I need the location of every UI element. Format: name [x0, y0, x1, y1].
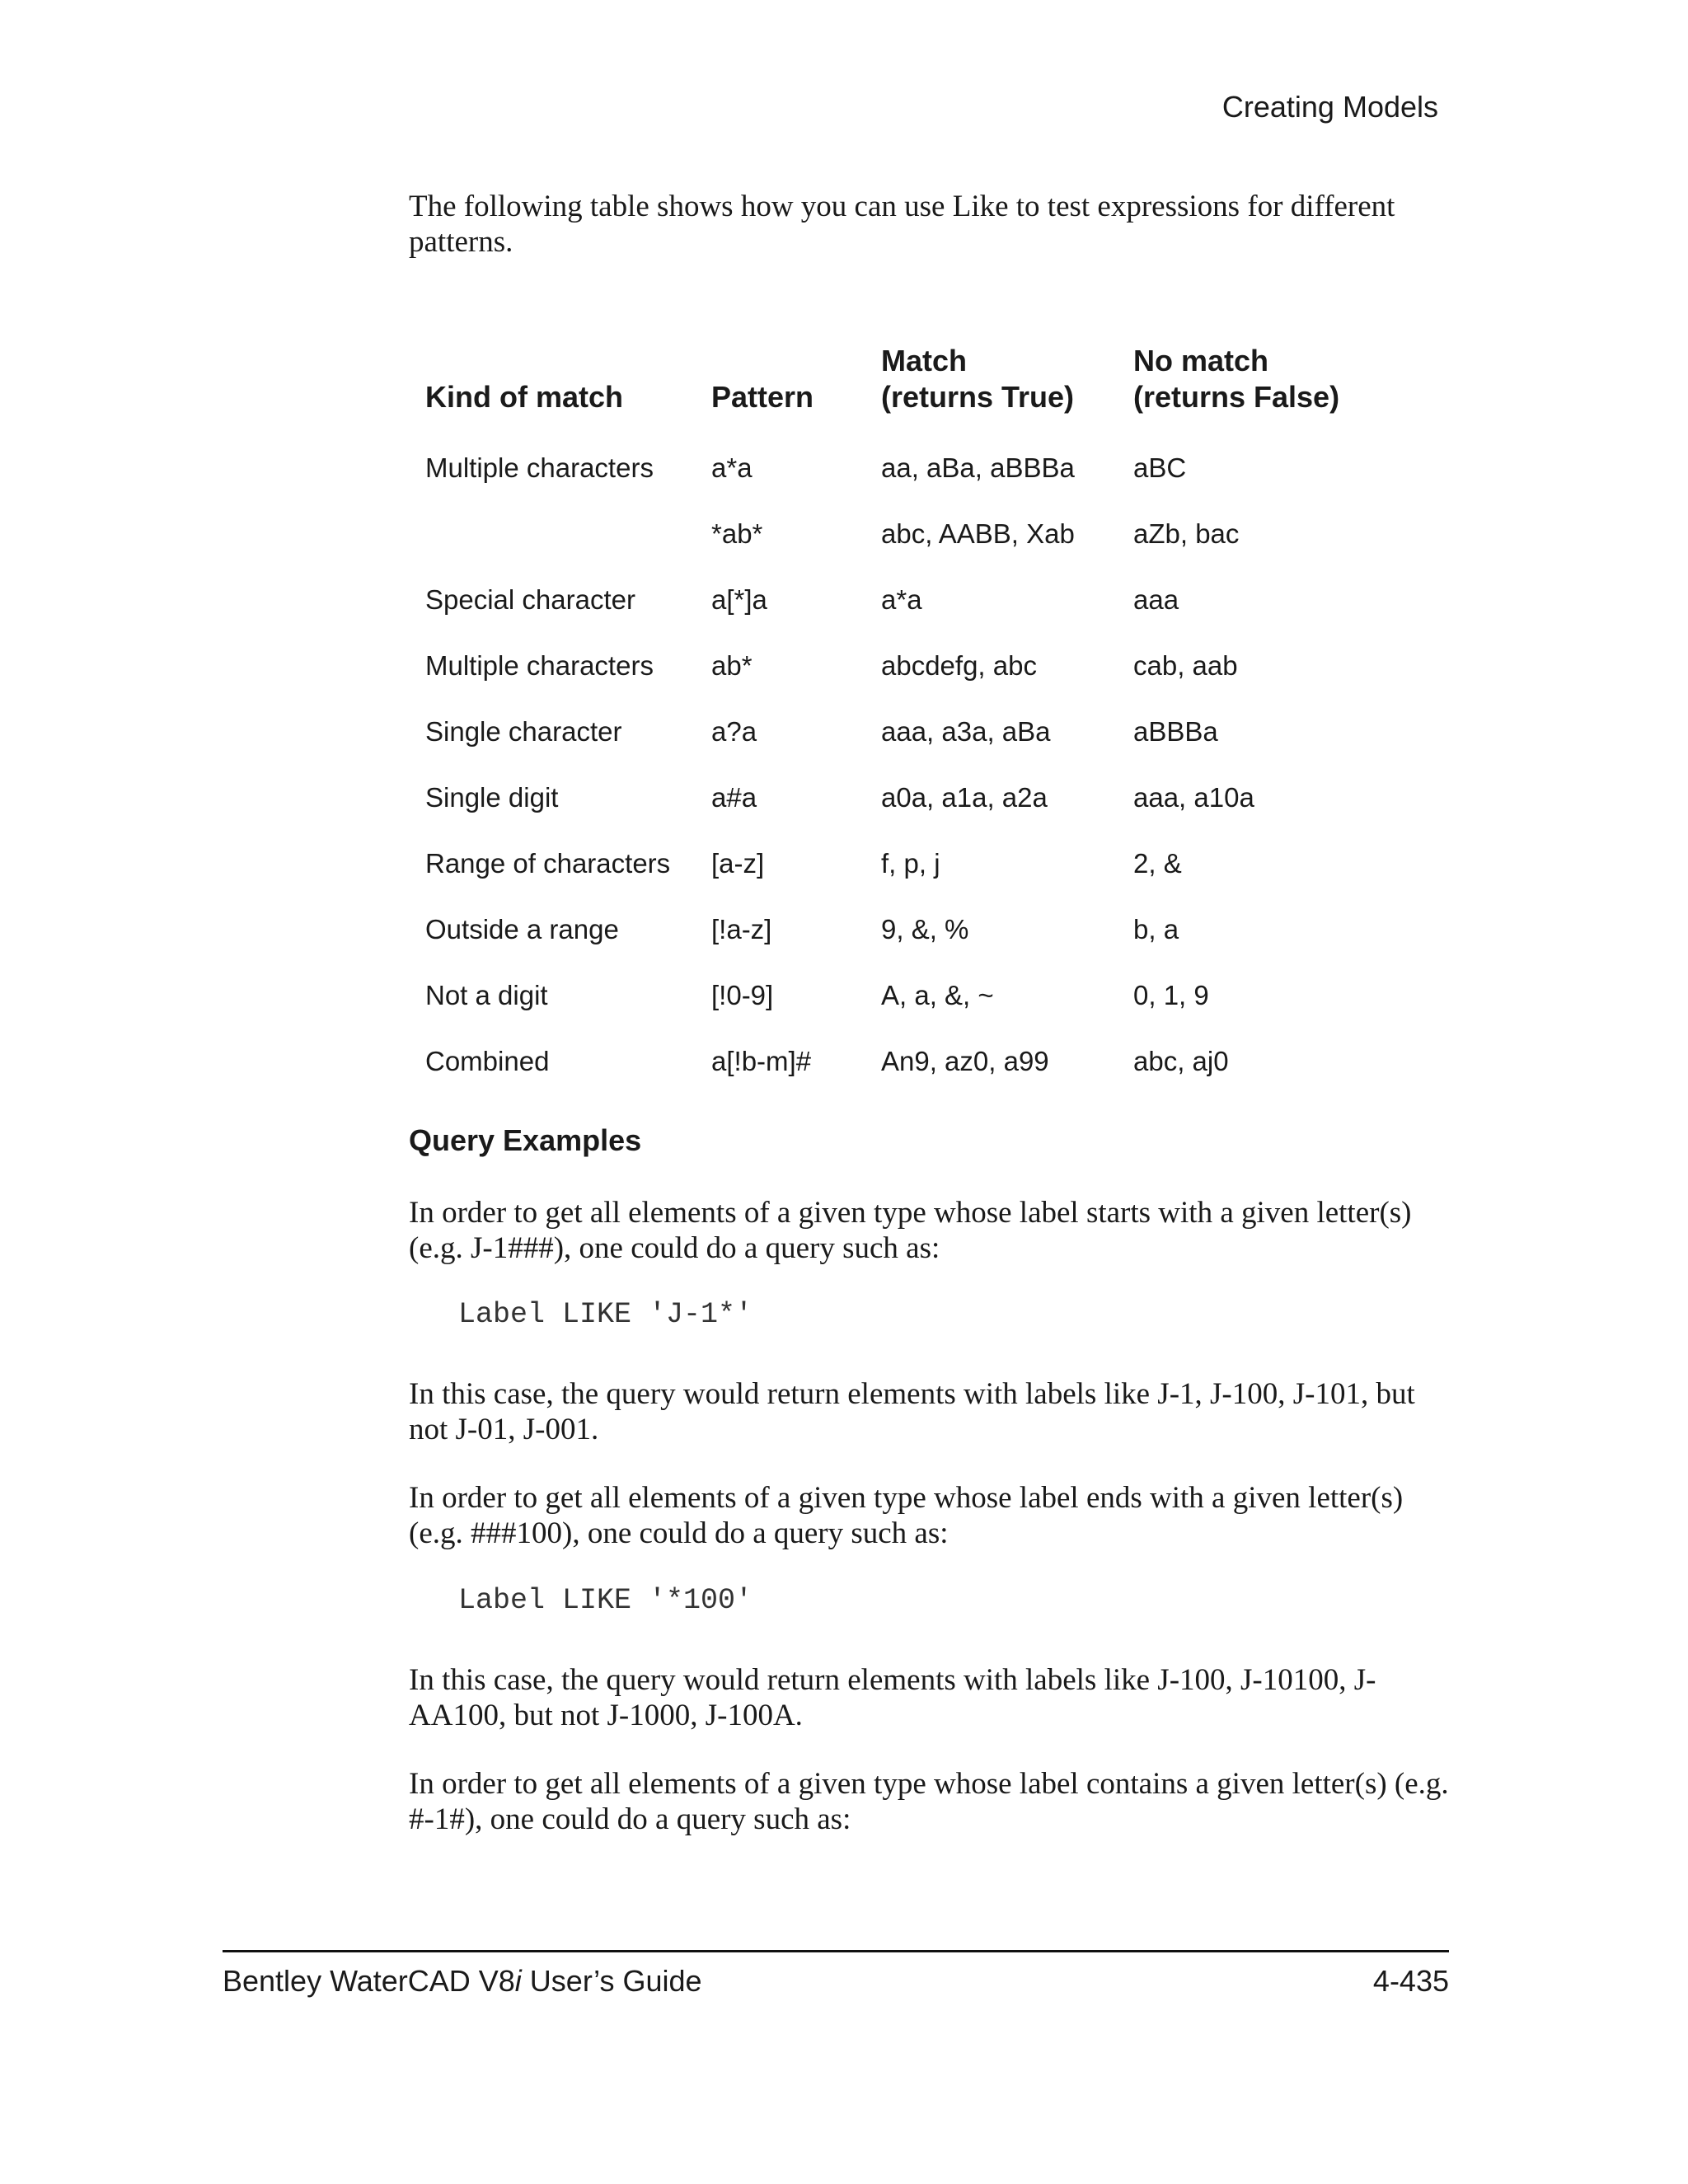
table-cell-no-match: aaa, a10a — [1133, 782, 1254, 813]
paragraph-contains: In order to get all elements of a given type whose label contains a given letter(s) (e.g. #-1#), one could do a query such as: — [409, 1767, 1449, 1836]
table-cell-kind — [409, 501, 695, 567]
header-match: Match (returns True) — [881, 344, 1075, 414]
intro-paragraph: The following table shows how you can use Like to test expressions for different patterns. — [409, 190, 1395, 259]
paragraph-starts-with-result: In this case, the query would return elements with labels like J-1, J-100, J-101, but not J-01, J-001. — [409, 1377, 1415, 1446]
table-row — [409, 633, 1389, 699]
table-cell-match: a0a, a1a, a2a — [881, 782, 1048, 813]
table-row — [409, 501, 1389, 567]
table-cell-pattern: a[*]a — [711, 584, 767, 615]
header-no-match: No match (returns False) — [1133, 344, 1340, 414]
table-cell-pattern: a#a — [711, 782, 757, 813]
footer-divider — [223, 1950, 1449, 1952]
table-cell-pattern: [!a-z] — [711, 914, 772, 944]
table-cell-no-match: aBBBa — [1133, 716, 1218, 747]
table-cell-kind: Not a digit — [425, 980, 548, 1010]
code-example-starts-with: Label LIKE 'J-1*' — [458, 1298, 753, 1331]
paragraph-starts-with: In order to get all elements of a given type whose label starts with a given letter(s) (e.g. J-1###), one could do a query such as: — [409, 1196, 1412, 1265]
table-cell-no-match: 0, 1, 9 — [1133, 980, 1209, 1010]
header-kind-of-match: Kind of match — [425, 380, 623, 414]
table-cell-pattern: [!0-9] — [711, 980, 774, 1010]
table-cell-pattern: [a-z] — [711, 848, 765, 879]
table-cell-match: 9, &, % — [881, 914, 969, 944]
table-cell-no-match: b, a — [1133, 914, 1179, 944]
footer-guide-title — [223, 1963, 702, 1999]
table-cell-pattern: ab* — [711, 650, 753, 681]
table-row — [409, 897, 1389, 963]
table-cell-kind: Range of characters — [425, 848, 671, 879]
paragraph-ends-with: In order to get all elements of a given type whose label ends with a given letter(s) (e.g. ###100), one could do a query such as: — [409, 1481, 1404, 1550]
table-cell-no-match: aaa — [1133, 584, 1179, 615]
like-patterns-table — [409, 333, 1389, 1094]
table-cell-no-match: 2, & — [1133, 848, 1182, 879]
table-cell-match: An9, az0, a99 — [881, 1046, 1049, 1076]
table-cell-kind: Special character — [425, 584, 635, 615]
table-cell-no-match: abc, aj0 — [1133, 1046, 1229, 1076]
footer-title-prefix: Bentley WaterCAD V8 — [223, 1964, 515, 1998]
table-cell-match: f, p, j — [881, 848, 940, 879]
table-row — [409, 963, 1389, 1029]
table-cell-match: a*a — [881, 584, 922, 615]
table-header-row — [409, 333, 1389, 415]
table-cell-kind: Outside a range — [425, 914, 619, 944]
page-number: 4-435 — [1372, 1964, 1449, 1998]
table-row — [409, 1029, 1389, 1094]
table-cell-kind: Multiple characters — [425, 452, 654, 483]
table-cell-match: aaa, a3a, aBa — [881, 716, 1051, 747]
table-cell-pattern: a[!b-m]# — [711, 1046, 812, 1076]
table-cell-match: aa, aBa, aBBBa — [881, 452, 1075, 483]
table-cell-kind: Combined — [425, 1046, 550, 1076]
table-cell-kind: Multiple characters — [425, 650, 654, 681]
table-row — [409, 831, 1389, 897]
paragraph-ends-with-result: In this case, the query would return elements with labels like J-100, J-10100, J-AA100, but not J-1000, J-100A. — [409, 1663, 1376, 1732]
footer-title-italic: i — [514, 1964, 522, 1998]
table-cell-kind: Single digit — [425, 782, 559, 813]
table-cell-no-match: cab, aab — [1133, 650, 1238, 681]
table-cell-pattern: a?a — [711, 716, 757, 747]
table-cell-match: A, a, &, ~ — [881, 980, 994, 1010]
table-row — [409, 765, 1389, 831]
table-cell-no-match: aZb, bac — [1133, 518, 1240, 549]
table-cell-pattern: *ab* — [711, 518, 763, 549]
section-heading: Query Examples — [409, 1123, 642, 1157]
table-row — [409, 699, 1389, 765]
footer-title-suffix: User’s Guide — [521, 1964, 702, 1998]
running-header: Creating Models — [1221, 90, 1438, 124]
table-cell-kind: Single character — [425, 716, 622, 747]
table-row — [409, 567, 1389, 633]
table-cell-no-match: aBC — [1133, 452, 1187, 483]
header-pattern: Pattern — [711, 380, 814, 414]
table-cell-match: abcdefg, abc — [881, 650, 1037, 681]
table-cell-match: abc, AABB, Xab — [881, 518, 1075, 549]
table-cell-pattern: a*a — [711, 452, 753, 483]
table-row — [409, 415, 1389, 501]
code-example-ends-with: Label LIKE '*100' — [458, 1584, 753, 1617]
